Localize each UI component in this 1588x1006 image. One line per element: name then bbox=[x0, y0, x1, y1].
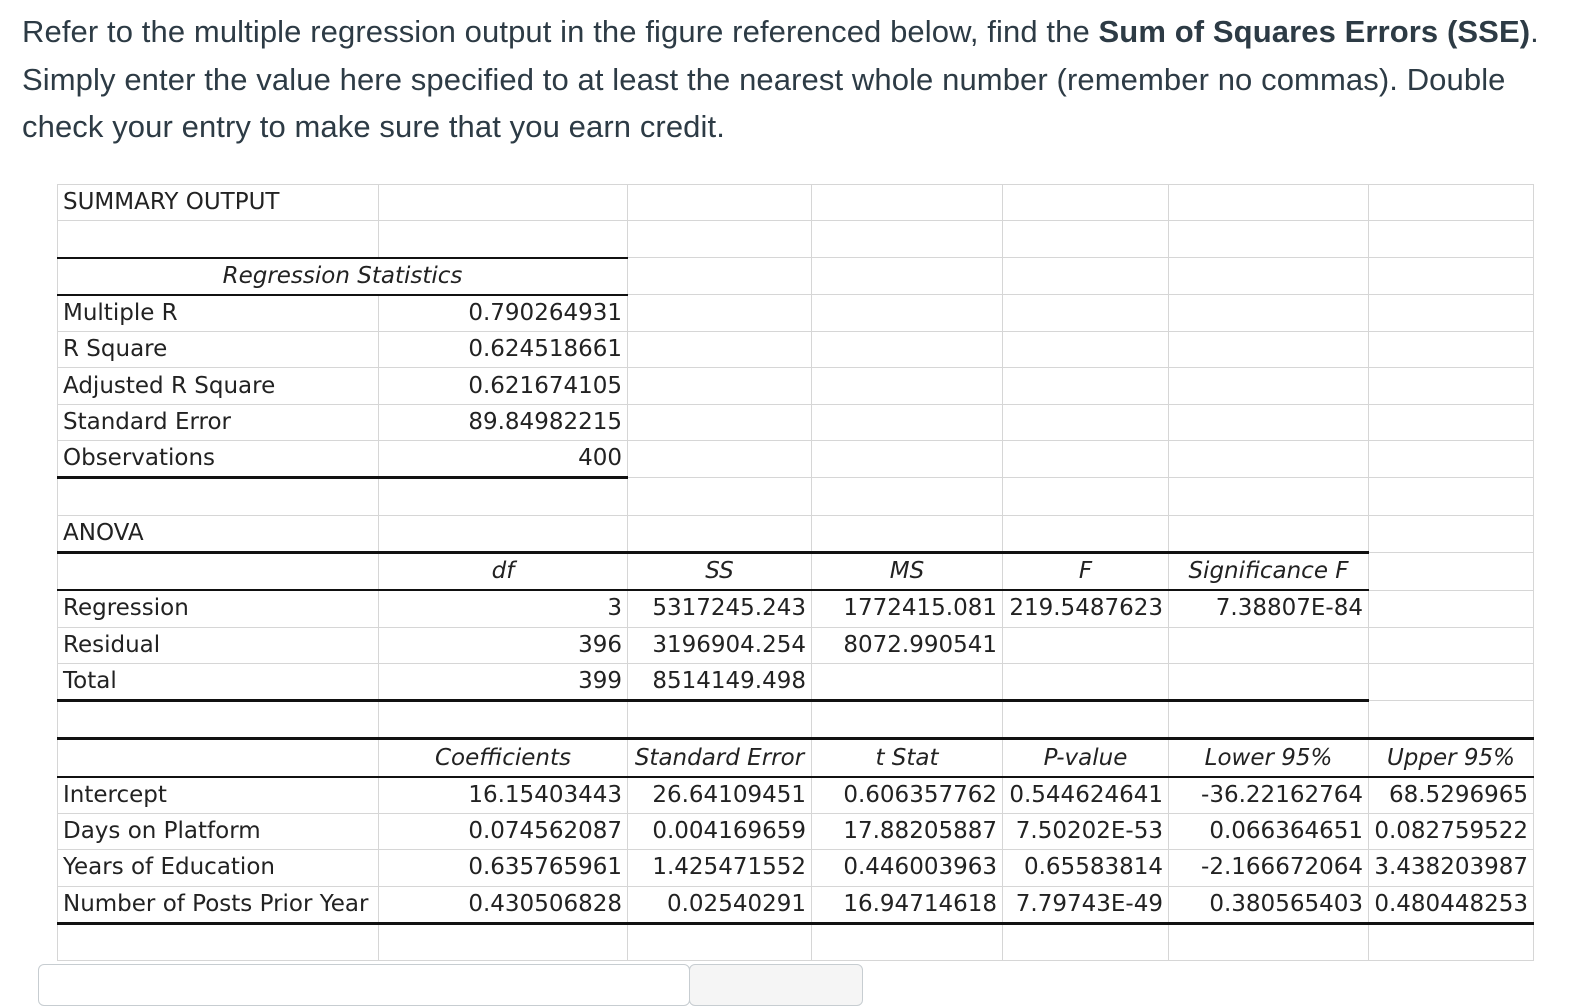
question-text bbox=[22, 8, 1567, 151]
coef-label: Days on Platform bbox=[58, 814, 379, 850]
anova-header: Significance F bbox=[1169, 552, 1369, 590]
stat-label: Adjusted R Square bbox=[58, 368, 379, 404]
coef-value: 0.074562087 bbox=[379, 814, 628, 850]
anova-df: 399 bbox=[379, 663, 628, 700]
anova-ms bbox=[812, 663, 1003, 700]
coef-lower: 0.066364651 bbox=[1169, 814, 1369, 850]
stat-value: 400 bbox=[379, 441, 628, 478]
table-row bbox=[58, 368, 1534, 404]
anova-f bbox=[1003, 663, 1169, 700]
anova-ss: 5317245.243 bbox=[628, 590, 812, 627]
stat-value: 89.84982215 bbox=[379, 404, 628, 440]
answer-format-button[interactable] bbox=[689, 964, 863, 1006]
question-emphasis: Sum of Squares Errors (SSE) bbox=[1098, 14, 1531, 49]
anova-ss: 8514149.498 bbox=[628, 663, 812, 700]
coef-t: 0.606357762 bbox=[812, 777, 1003, 814]
coef-t: 0.446003963 bbox=[812, 850, 1003, 886]
anova-header: MS bbox=[812, 552, 1003, 590]
coef-label: Intercept bbox=[58, 777, 379, 814]
coef-header-row bbox=[58, 739, 1534, 777]
coef-value: 0.430506828 bbox=[379, 886, 628, 923]
coef-header: Upper 95% bbox=[1369, 739, 1534, 777]
coef-header: P-value bbox=[1003, 739, 1169, 777]
question-part2: . Simply enter the value here specified to at least the nearest whole number (remember no commas). Double check your entry to make sure that you earn credit. bbox=[22, 14, 1539, 144]
coef-header: Standard Error bbox=[628, 739, 812, 777]
anova-ms: 1772415.081 bbox=[812, 590, 1003, 627]
coef-value: 0.635765961 bbox=[379, 850, 628, 886]
table-row bbox=[58, 814, 1534, 850]
anova-label: Residual bbox=[58, 627, 379, 663]
coef-lower: 0.380565403 bbox=[1169, 886, 1369, 923]
anova-label: Total bbox=[58, 663, 379, 700]
anova-header-row bbox=[58, 552, 1534, 590]
coef-t: 17.88205887 bbox=[812, 814, 1003, 850]
coef-header: Lower 95% bbox=[1169, 739, 1369, 777]
anova-header: SS bbox=[628, 552, 812, 590]
coef-lower: -36.22162764 bbox=[1169, 777, 1369, 814]
question-part1: Refer to the multiple regression output in the figure referenced below, find the bbox=[22, 14, 1099, 49]
table-row bbox=[58, 441, 1534, 478]
anova-f bbox=[1003, 627, 1169, 663]
coef-upper: 0.480448253 bbox=[1369, 886, 1534, 923]
coef-p: 0.65583814 bbox=[1003, 850, 1169, 886]
table-row bbox=[58, 886, 1534, 923]
stat-label: Multiple R bbox=[58, 295, 379, 332]
coef-se: 0.02540291 bbox=[628, 886, 812, 923]
summary-output-title: SUMMARY OUTPUT bbox=[58, 185, 379, 221]
anova-ms: 8072.990541 bbox=[812, 627, 1003, 663]
anova-df: 3 bbox=[379, 590, 628, 627]
anova-sig: 7.38807E-84 bbox=[1169, 590, 1369, 627]
coef-se: 0.004169659 bbox=[628, 814, 812, 850]
coef-label: Years of Education bbox=[58, 850, 379, 886]
table-row bbox=[58, 590, 1534, 627]
coef-lower: -2.166672064 bbox=[1169, 850, 1369, 886]
coef-p: 0.544624641 bbox=[1003, 777, 1169, 814]
stat-value: 0.624518661 bbox=[379, 332, 628, 368]
coef-p: 7.79743E-49 bbox=[1003, 886, 1169, 923]
coef-t: 16.94714618 bbox=[812, 886, 1003, 923]
anova-sig bbox=[1169, 663, 1369, 700]
stat-value: 0.790264931 bbox=[379, 295, 628, 332]
coef-label: Number of Posts Prior Year bbox=[58, 886, 379, 923]
stat-label: R Square bbox=[58, 332, 379, 368]
anova-sig bbox=[1169, 627, 1369, 663]
table-row bbox=[58, 332, 1534, 368]
table-row bbox=[58, 663, 1534, 700]
coef-upper: 68.5296965 bbox=[1369, 777, 1534, 814]
regression-statistics-title: Regression Statistics bbox=[58, 258, 628, 295]
coef-header: Coefficients bbox=[379, 739, 628, 777]
coef-upper: 3.438203987 bbox=[1369, 850, 1534, 886]
coef-se: 1.425471552 bbox=[628, 850, 812, 886]
anova-header: df bbox=[379, 552, 628, 590]
table-row bbox=[58, 627, 1534, 663]
table-row bbox=[58, 295, 1534, 332]
anova-ss: 3196904.254 bbox=[628, 627, 812, 663]
regression-output-table bbox=[57, 184, 1534, 961]
stat-label: Standard Error bbox=[58, 404, 379, 440]
answer-input[interactable] bbox=[38, 964, 690, 1006]
table-row bbox=[58, 404, 1534, 440]
anova-df: 396 bbox=[379, 627, 628, 663]
table-row bbox=[58, 777, 1534, 814]
coef-se: 26.64109451 bbox=[628, 777, 812, 814]
anova-title: ANOVA bbox=[58, 515, 379, 552]
stat-value: 0.621674105 bbox=[379, 368, 628, 404]
anova-f: 219.5487623 bbox=[1003, 590, 1169, 627]
coef-p: 7.50202E-53 bbox=[1003, 814, 1169, 850]
table-row bbox=[58, 850, 1534, 886]
coef-header: t Stat bbox=[812, 739, 1003, 777]
coef-upper: 0.082759522 bbox=[1369, 814, 1534, 850]
anova-label: Regression bbox=[58, 590, 379, 627]
anova-header: F bbox=[1003, 552, 1169, 590]
stat-label: Observations bbox=[58, 441, 379, 478]
coef-value: 16.15403443 bbox=[379, 777, 628, 814]
